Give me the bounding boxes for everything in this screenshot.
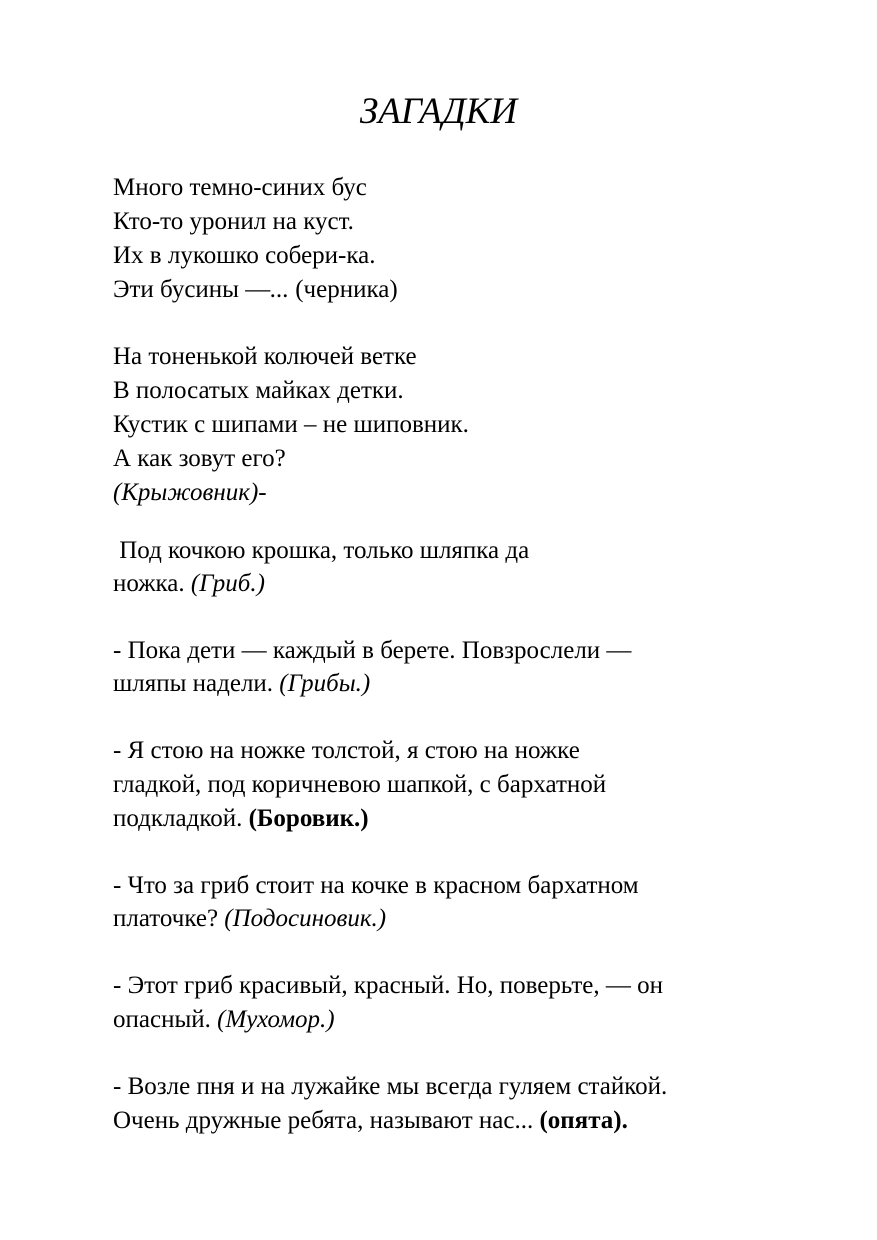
riddle6-line2	[113, 902, 386, 936]
riddle4-line2-text: шляпы надели.	[113, 670, 280, 697]
riddle3-line2-text: ножка.	[113, 570, 191, 597]
riddle1-line2: Кто-то уронил на куст.	[113, 208, 354, 235]
riddle1-line1: Много темно-синих бус	[113, 174, 367, 201]
page-title: ЗАГАДКИ	[359, 91, 518, 132]
riddle1-line3: Их в лукошко собери-ка.	[113, 242, 376, 269]
riddle1-line4-text: Эти бусины —	[113, 276, 271, 303]
riddle6-answer: (Подосиновик.)	[224, 905, 387, 932]
riddle6-line1: - Что за гриб стоит на кочке в красном бархатном	[113, 872, 639, 899]
riddle5-answer: (Боровик.)	[248, 805, 369, 832]
riddle8-line1: - Возле пня и на лужайке мы всегда гуляем стайкой.	[113, 1073, 668, 1100]
riddle8-line2	[113, 1104, 628, 1138]
riddle2-line2: В полосатых майках детки.	[113, 377, 404, 404]
riddle5-line2: гладкой, под коричневою шапкой, с бархатной	[113, 771, 607, 798]
riddle2-line1: На тоненькой колючей ветке	[113, 343, 417, 370]
riddle5-line1: - Я стою на ножке толстой, я стою на ножке	[113, 737, 580, 764]
riddle2-line3: Кустик с шипами – не шиповник.	[113, 411, 469, 438]
riddle5-line3	[113, 802, 369, 836]
riddle7-line1: - Этот гриб красивый, красный. Но, поверьте, — он	[113, 972, 663, 999]
riddle2-line4: А как зовут его?	[113, 445, 286, 472]
riddle1-answer: (черника)	[288, 276, 398, 303]
riddle4-answer: (Грибы.)	[279, 670, 371, 697]
riddle4-line1: - Пока дети — каждый в берете. Повзрослели —	[113, 637, 632, 664]
riddle7-answer: (Мухомор.)	[217, 1006, 335, 1033]
riddle6-line2-text: платочке?	[113, 905, 225, 932]
riddle4-line2	[113, 667, 370, 701]
riddle3-line2	[113, 567, 265, 601]
riddle5-line3-text: подкладкой.	[113, 805, 249, 832]
riddle1-ellipsis: ...	[270, 276, 289, 303]
riddle3-line1: Под кочкою крошка, только шляпка да	[113, 537, 530, 564]
riddle2-answer: (Крыжовник)-	[113, 479, 267, 506]
riddle7-line2	[113, 1003, 335, 1037]
riddle7-line2-text: опасный.	[113, 1006, 218, 1033]
riddle1-line4	[113, 273, 398, 307]
riddle3-answer: (Гриб.)	[190, 570, 265, 597]
riddle8-answer: (опята).	[539, 1107, 628, 1134]
riddle8-line2-text: Очень дружные ребята, называют нас...	[113, 1107, 540, 1134]
